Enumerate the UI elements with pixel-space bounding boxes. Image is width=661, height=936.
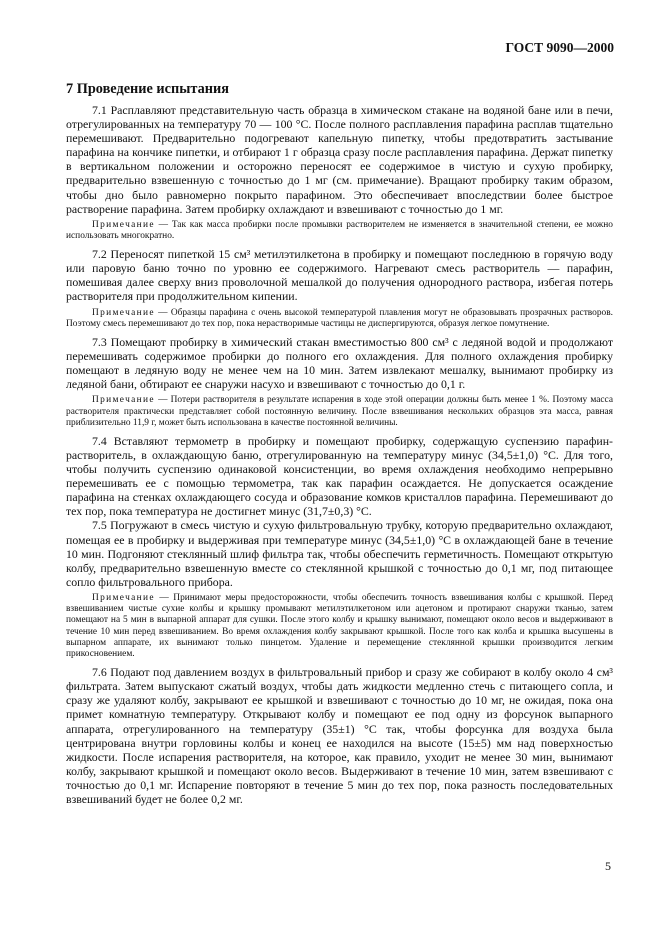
standard-header: ГОСТ 9090—2000 [505,40,614,55]
note-label: Примечание [92,219,155,230]
note-1 [66,220,613,242]
note-text: — Образцы парафина с очень высокой температурой плавления могут не образовывать прозрачных растворов. Поэтому смесь перемешивают до тех пор, пока нерастворимые частицы не диспергируются, образуя легкое помутнение. [66,307,613,329]
note-3 [66,395,613,429]
paragraph-7-6: 7.6 Подают под давлением воздух в фильтровальный прибор и сразу же собирают в колбу около 4 см³ фильтрата. Затем выпускают сжатый воздух, чтобы дать жидкости медленно стечь с питающего сопла, и сразу же удаляют колбу, закрывают ее крышкой и взвешивают с точностью до 10 мг, не ожидая, пока она примет комнатную температуру. Открывают колбу и помещают ее под одну из форсунок выпарного аппарата, отрегулированного на температуру (35±1) °С так, чтобы форсунка для воздуха была центрирована внутри горловины колбы и конец ее находился на высоте (15±5) мм над поверхностью жидкости. После испарения растворителя, на которое, как правило, уходит не менее 30 мин, вынимают колбу, закрывают крышкой и помещают около весов. Выдерживают в течение 10 мин, затем взвешивают с точностью до 0,1 мг. Испарение повторяют в течение 5 мин до тех пор, пока разность последовательных взвешиваний будет не более 0,2 мг. [66,665,613,807]
paragraph-7-1: 7.1 Расплавляют представительную часть образца в химическом стакане на водяной бане или в печи, отрегулированных на температуру 70 — 100 °С. После полного расплавления парафина расплав тщательно перемешивают. Предварительно подогревают капельную пипетку, чтобы предотвратить застывание парафина на кончике пипетки, и отбирают 1 г образца сразу после расплавления парафина. Держат пипетку в вертикальном положении и осторожно переносят ее содержимое в чистую и сухую пробирку, предварительно взвешенную с точностью до 1 мг (см. примечание). Вращают пробирку таким образом, чтобы дно было равномерно покрыто парафином. Это обеспечивает впоследствии более быстрое растворение парафина. Затем пробирку охлаждают и взвешивают с точностью до 1 мг. [66,103,613,216]
note-label: Примечание [92,307,155,318]
main-content [66,81,613,806]
note-2 [66,308,613,330]
note-label: Примечание [92,592,155,603]
section-title: 7 Проведение испытания [66,81,229,97]
note-4 [66,593,613,660]
paragraph-7-5: 7.5 Погружают в смесь чистую и сухую фильтровальную трубку, которую предварительно охлаждают, помещая ее в пробирку и выдерживая при температуре минус (34,5±1,0) °С в охлаждающей бане в течение 10 мин. Подгоняют стеклянный шлиф фильтра так, чтобы обеспечить герметичность. Помещают открытую колбу, предварительно взвешенную вместе со стеклянной крышкой с точностью до 0,1 мг, под питающее сопло фильтровального прибора. [66,518,613,589]
note-text: — Принимают меры предосторожности, чтобы обеспечить точность взвешивания колбы с крышкой. Перед взвешиванием чистые сухие колбы и крышку промывают метилэтилкетоном или ацетоном и протирают снаружи тканью, затем помещают на 5 мин в выпарной аппарат для сушки. После этого колбу и крышку вынимают, помещают около весов и выдерживают в течение 10 мин перед взвешиванием. Во время охлаждения колбу закрывают крышкой. После того как колба и крышка высушены в выпарном аппарате, их вынимают только пинцетом. Удаление и перемещение стеклянной крышки производится легким прикосновением. [66,592,613,659]
paragraph-7-2: 7.2 Переносят пипеткой 15 см³ метилэтилкетона в пробирку и помещают последнюю в горячую воду или паровую баню точно по уровню ее содержимого. Нагревают смесь растворитель — парафин, помешивая далее сверху вниз проволочной мешалкой до получения однородного раствора, избегая потерь растворителя при продолжительном кипении. [66,247,613,304]
paragraph-7-3: 7.3 Помещают пробирку в химический стакан вместимостью 800 см³ с ледяной водой и продолжают перемешивать содержимое пробирки до полного его охлаждения. Для полного охлаждения пробирку помещают в ледяную воду не менее чем на 10 мин. Затем извлекают мешалку, вынимают пробирку из ледяной бани, обтирают ее снаружи насухо и взвешивают с точностью до 0,1 г. [66,334,613,392]
note-text: — Потери растворителя в результате испарения в ходе этой операции должны быть менее 1 %. Поэтому масса растворителя практически представляет собой постоянную величину. После взвешивания нескольких образцов эта масса, равная приблизительно 11,9 г, может быть использована в качестве постоянной величины. [66,395,613,428]
paragraph-7-4: 7.4 Вставляют термометр в пробирку и помещают пробирку, содержащую суспензию парафин-растворитель, в охлаждающую баню, отрегулированную на температуру минус (34,5±1,0) °С. Для того, чтобы получить суспензию одинаковой консистенции, во время охлаждения необходимо непрерывно перемешивать ее с помощью термометра, так как парафин осаждается. Не допускается осаждение парафина на стенках охлаждающего сосуда и образование комков кристаллов парафина. Перемешивают до тех пор, пока температура не достигнет минус (31,7±0,3) °С. [66,433,613,519]
note-text: — Так как масса пробирки после промывки растворителем не изменяется в значительной степени, ее можно использовать многократно. [66,219,613,241]
note-label: Примечание [92,395,155,406]
page-number: 5 [605,859,611,873]
